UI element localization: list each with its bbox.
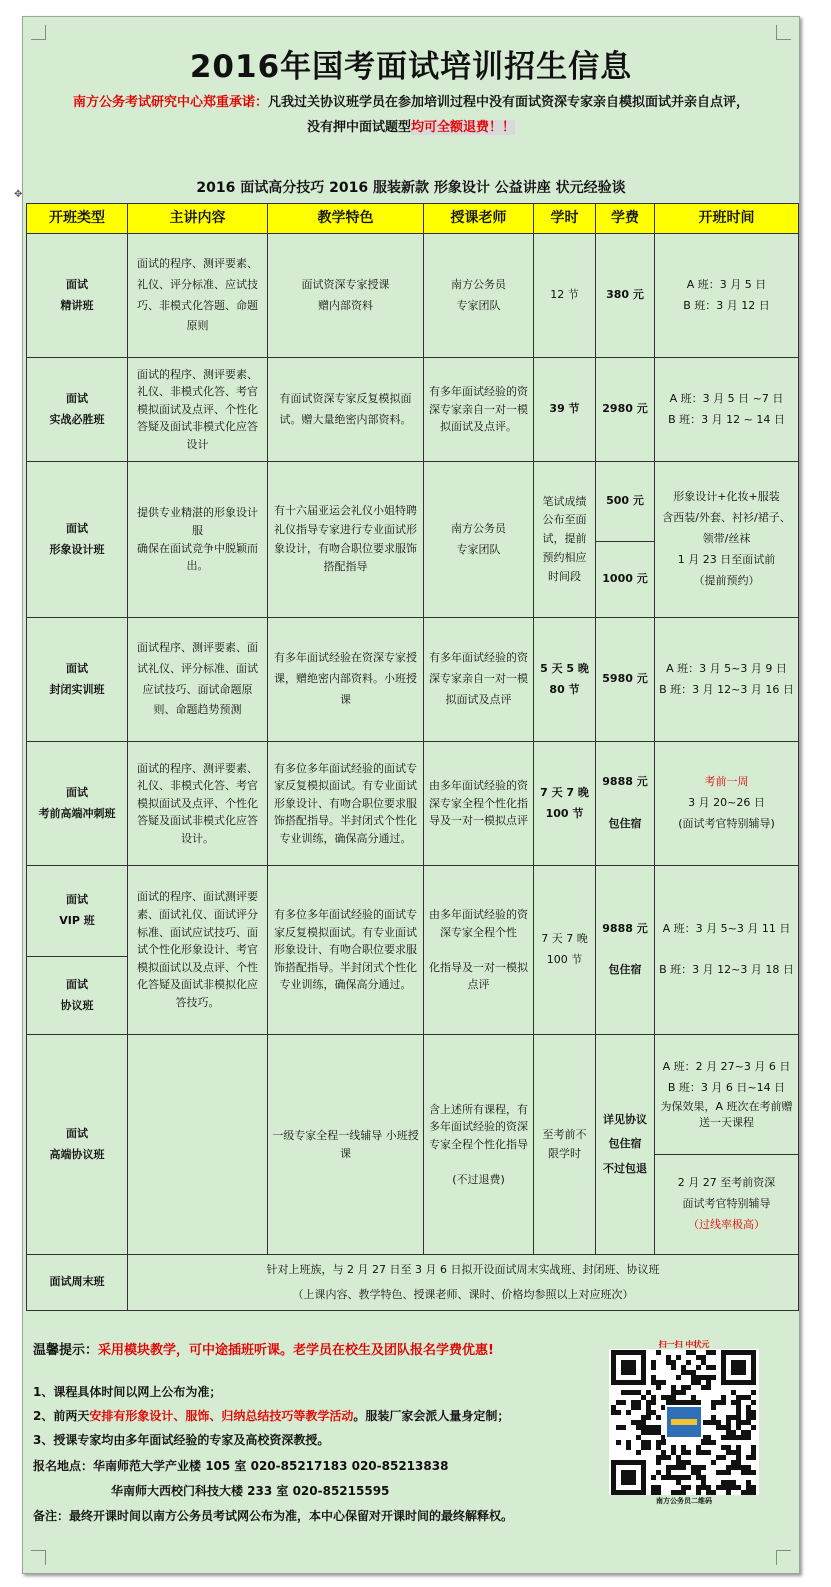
- class-type: 面试 精讲班: [27, 234, 128, 358]
- qr-caption-bottom: 南方公务员二维码: [656, 1497, 712, 1505]
- course-teacher: 有多年面试经验的资深专家亲自一对一模拟面试及点评: [424, 618, 534, 742]
- table-row: [27, 1255, 799, 1311]
- course-hours: 7 天 7 晚 100 节: [534, 866, 596, 1035]
- tip-line: [33, 1339, 494, 1358]
- course-fee: 380 元: [596, 234, 655, 358]
- course-time: 考前一周 3 月 20~26 日 (面试考官特别辅导): [655, 742, 799, 866]
- course-hours: 至考前不限学时: [534, 1035, 596, 1255]
- course-teacher: 有多年面试经验的资深专家亲自一对一模拟面试及点评。: [424, 358, 534, 462]
- table-row: [27, 358, 799, 462]
- table-row: [27, 618, 799, 742]
- course-teacher: 含上述所有课程，有多年面试经验的资深专家全程个性化指导 (不过退费): [424, 1035, 534, 1255]
- course-feature: 有十六届亚运会礼仪小姐特聘礼仪指导专家进行专业面试形象设计，有吻合职位要求服饰搭配指导: [268, 462, 424, 618]
- course-content: 面试的程序、测评要素、礼仪、非模式化答、考官模拟面试及点评、个性化答疑及面试非模式化应答设计。: [128, 742, 268, 866]
- tip-text: 采用模块教学，可中途插班听课。老学员在校生及团队报名学费优惠!: [98, 1343, 494, 1358]
- header-cell: 授课老师: [424, 204, 534, 234]
- course-time: 2 月 27 至考前资深 面试考官特别辅导 （过线率极高）: [655, 1155, 799, 1255]
- course-feature: 一级专家全程一线辅导 小班授课: [268, 1035, 424, 1255]
- corner-mark: [31, 1550, 46, 1565]
- course-content: 面试的程序、测评要素、礼仪、评分标准、应试技巧、非模式化答题、命题原则: [128, 234, 268, 358]
- table-row: [27, 866, 799, 1035]
- note-2: 2、前两天安排有形象设计、服饰、归纳总结技巧等教学活动。服装厂家会派人量身定制；: [33, 1409, 510, 1423]
- table-row: [27, 1035, 799, 1155]
- course-teacher: 南方公务员 专家团队: [424, 234, 534, 358]
- table-header-row: [27, 204, 799, 234]
- weekend-info: 针对上班族，与 2 月 27 日至 3 月 6 日拟开设面试周末实战班、封闭班、协议班 （上课内容、教学特色、授课老师、课时、价格均参照以上对应班次）: [128, 1255, 799, 1311]
- promise-text: 凡我过关协议班学员在参加培训过程中没有面试资深专家亲自模拟面试并亲自点评，: [268, 95, 750, 110]
- course-hours: 7 天 7 晚 100 节: [534, 742, 596, 866]
- course-time: A 班：3 月 5~3 月 9 日 B 班：3 月 12~3 月 16 日: [655, 618, 799, 742]
- remark: 备注：最终开课时间以南方公务员考试网公布为准，本中心保留对开课时间的最终解释权。: [33, 1509, 514, 1523]
- promise-line-2: [23, 116, 799, 135]
- header-cell: 开班类型: [27, 204, 128, 234]
- course-feature: 有多年面试经验在资深专家授课，赠绝密内部资料。小班授课: [268, 618, 424, 742]
- corner-mark: [31, 25, 46, 40]
- header-cell: 开班时间: [655, 204, 799, 234]
- page-title: 2016年国考面试培训招生信息: [189, 49, 633, 85]
- course-content: 面试的程序、面试测评要素、面试礼仪、面试评分标准、面试应试技巧、面试个性化形象设计、考官模拟面试以及点评、个性化答疑及面试非模拟化应答技巧。: [128, 866, 268, 1035]
- class-type: 面试 形象设计班: [27, 462, 128, 618]
- note-3: 3、授课专家均由多年面试经验的专家及高校资深教授。: [33, 1433, 330, 1447]
- course-time: A 班：3 月 5~3 月 11 日 B 班：3 月 12~3 月 18 日: [655, 866, 799, 1035]
- class-type: 面试 VIP 班 面试 协议班: [27, 866, 128, 1035]
- course-hours: 5 天 5 晚 80 节: [534, 618, 596, 742]
- qr-caption-top: 扫一扫 中状元: [658, 1340, 710, 1349]
- refund-highlight: 均可全额退费！！: [411, 120, 516, 135]
- header-cell: 学费: [596, 204, 655, 234]
- course-fee: 5980 元: [596, 618, 655, 742]
- qr-code-icon: [609, 1349, 759, 1495]
- course-content: [128, 1035, 268, 1255]
- promise-line-1: [23, 91, 799, 110]
- tip-label: 温馨提示：: [33, 1343, 99, 1358]
- table-row: [27, 742, 799, 866]
- course-content: 提供专业精湛的形象设计服 确保在面试竞争中脱颖而出。: [128, 462, 268, 618]
- promise-org: 南方公务考试研究中心郑重承诺：: [72, 95, 268, 110]
- address-line-1: 报名地点：华南师范大学产业楼 105 室 020-85217183 020-85213838: [33, 1459, 449, 1473]
- subtitle: 2016 面试高分技巧 2016 服装新款 形象设计 公益讲座 状元经验谈: [196, 180, 626, 196]
- course-time: A 班：3 月 5 日 ~7 日 B 班：3 月 12 ~ 14 日: [655, 358, 799, 462]
- course-content: 面试程序、测评要素、面试礼仪、评分标准、面试应试技巧、面试命题原则、命题趋势预测: [128, 618, 268, 742]
- header-cell: 主讲内容: [128, 204, 268, 234]
- course-time: A 班：3 月 5 日 B 班：3 月 12 日: [655, 234, 799, 358]
- course-teacher: 由多年面试经验的资深专家全程个性 化指导及一对一模拟点评: [424, 866, 534, 1035]
- class-type: 面试 高端协议班: [27, 1035, 128, 1255]
- course-fee: 9888 元 包住宿: [596, 742, 655, 866]
- class-type: 面试 封闭实训班: [27, 618, 128, 742]
- course-feature: 有多位多年面试经验的面试专家反复模拟面试。有专业面试形象设计、有吻合职位要求服饰搭配指导。半封闭式个性化专业训练，确保高分通过。: [268, 866, 424, 1035]
- course-table: [26, 203, 799, 1311]
- course-feature: 面试资深专家授课 赠内部资料: [268, 234, 424, 358]
- course-time: 形象设计+化妆+服装 含西装/外套、衬衫/裙子、领带/丝袜 1 月 23 日至面试前 （提前预约）: [655, 462, 799, 618]
- promise-text-2: 没有押中面试题型: [306, 120, 411, 135]
- course-feature: 有面试资深专家反复模拟面试。赠大量绝密内部资料。: [268, 358, 424, 462]
- course-teacher: 南方公务员 专家团队: [424, 462, 534, 618]
- table-move-handle-icon[interactable]: ✥: [14, 189, 23, 200]
- course-fee: 2980 元: [596, 358, 655, 462]
- document-page: [22, 16, 800, 1574]
- class-type: 面试 考前高端冲刺班: [27, 742, 128, 866]
- class-type: 面试周末班: [27, 1255, 128, 1311]
- address-line-2: 华南师大西校门科技大楼 233 室 020-85215595: [111, 1484, 390, 1498]
- note-1: 1、课程具体时间以网上公布为准；: [33, 1385, 222, 1399]
- class-type: 面试 实战必胜班: [27, 358, 128, 462]
- course-feature: 有多位多年面试经验的面试专家反复模拟面试。有专业面试形象设计、有吻合职位要求服饰搭配指导。半封闭式个性化专业训练，确保高分通过。: [268, 742, 424, 866]
- course-hours: 12 节: [534, 234, 596, 358]
- header-cell: 学时: [534, 204, 596, 234]
- corner-mark: [776, 1550, 791, 1565]
- course-hours: 笔试成绩公布至面试，提前预约相应时间段: [534, 462, 596, 618]
- header-cell: 教学特色: [268, 204, 424, 234]
- course-fee: 500 元: [596, 462, 655, 542]
- table-row: [27, 462, 799, 542]
- table-row: [27, 234, 799, 358]
- course-fee: 详见协议 包住宿 不过包退: [596, 1035, 655, 1255]
- course-hours: 39 节: [534, 358, 596, 462]
- course-time: A 班：2 月 27~3 月 6 日 B 班：3 月 6 日~14 日 为保效果，A 班次在考前赠送一天课程: [655, 1035, 799, 1155]
- qr-code-block: [607, 1339, 761, 1507]
- course-content: 面试的程序、测评要素、礼仪、非模式化答、考官模拟面试及点评、个性化答疑及面试非模式化应答设计: [128, 358, 268, 462]
- course-fee: 1000 元: [596, 542, 655, 618]
- course-teacher: 由多年面试经验的资深专家全程个性化指导及一对一模拟点评: [424, 742, 534, 866]
- course-fee: 9888 元 包住宿: [596, 866, 655, 1035]
- corner-mark: [776, 25, 791, 40]
